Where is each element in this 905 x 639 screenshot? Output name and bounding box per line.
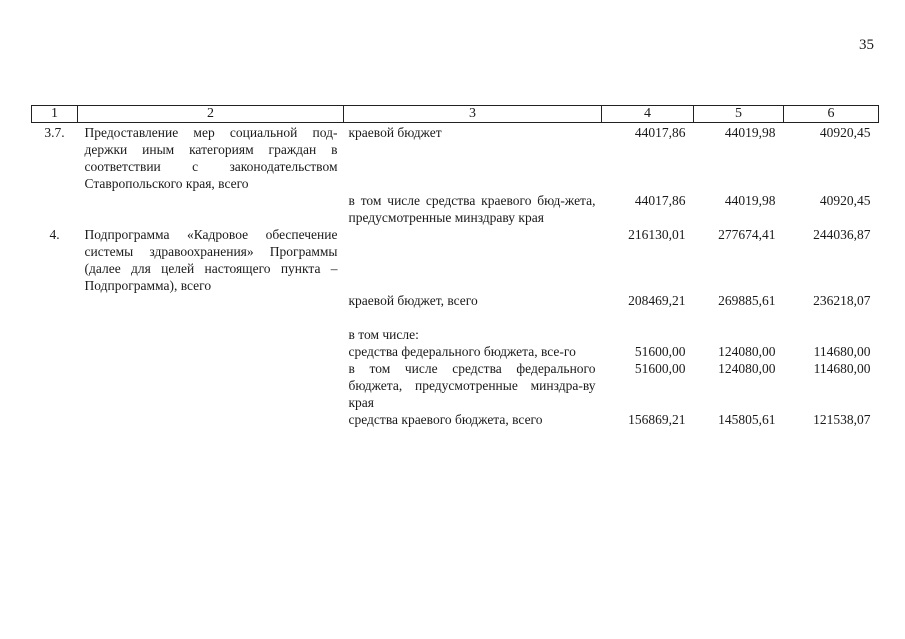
row-name — [78, 411, 344, 428]
row-value-col4: 44017,86 — [634, 125, 686, 140]
row-number — [32, 243, 78, 326]
table-row — [32, 360, 879, 411]
row-value-col4: 44017,86 — [634, 193, 686, 208]
row-value-col5: 44019,98 — [724, 193, 776, 208]
row-source — [344, 226, 602, 243]
table-header-row — [32, 106, 879, 123]
row-source: средства федерального бюджета, все-го — [348, 344, 576, 359]
row-value-col6: 114680,00 — [813, 361, 871, 376]
row-number — [32, 326, 78, 343]
row-value-col5: 145805,61 — [718, 412, 776, 427]
row-name — [78, 326, 344, 343]
row-value-col5: 44019,98 — [724, 125, 776, 140]
row-number — [32, 343, 78, 360]
row-name: Предоставление мер социальной под-держки иным категориям граждан в соответствии с законодательством Ставропольского края, всего — [84, 125, 338, 191]
table-row — [32, 123, 879, 193]
row-value-col5 — [694, 326, 784, 343]
row-source: в том числе средства краевого бюд-жета, предусмотренные минздраву края — [348, 193, 596, 225]
budget-table — [31, 105, 879, 428]
row-value-col4: 208469,21 — [628, 293, 686, 308]
column-header-3: 3 — [344, 106, 602, 123]
row-value-col4: 51600,00 — [634, 361, 686, 376]
column-header-2: 2 — [78, 106, 344, 123]
table-row — [32, 343, 879, 360]
row-value-col5: 277674,41 — [718, 227, 776, 242]
row-value-col6: 40920,45 — [819, 125, 871, 140]
row-name: Подпрограмма «Кадровое обеспечение системы здравоохранения» Программы (далее для целей настоящего пункта – Подпрограмма), всего — [84, 227, 338, 293]
column-header-1: 1 — [32, 106, 78, 123]
row-value-col4 — [602, 326, 694, 343]
row-source: краевой бюджет — [348, 125, 442, 140]
page-number: 35 — [859, 37, 874, 53]
row-number — [32, 411, 78, 428]
row-value-col6: 40920,45 — [819, 193, 871, 208]
column-header-5: 5 — [694, 106, 784, 123]
table-row — [32, 192, 879, 226]
table-row — [32, 411, 879, 428]
row-number — [32, 192, 78, 226]
table-row — [32, 226, 879, 243]
row-number: 4. — [49, 227, 60, 242]
row-value-col6: 236218,07 — [813, 293, 871, 308]
row-value-col5: 124080,00 — [718, 361, 776, 376]
row-name — [78, 360, 344, 411]
row-name — [78, 192, 344, 226]
row-source: краевой бюджет, всего — [348, 293, 478, 308]
row-value-col4: 216130,01 — [628, 227, 686, 242]
column-header-6: 6 — [784, 106, 879, 123]
row-value-col6 — [784, 326, 879, 343]
row-value-col4: 51600,00 — [634, 344, 686, 359]
row-value-col5: 269885,61 — [718, 293, 776, 308]
row-value-col4: 156869,21 — [628, 412, 686, 427]
column-header-4: 4 — [602, 106, 694, 123]
row-value-col6: 114680,00 — [813, 344, 871, 359]
row-value-col6: 121538,07 — [813, 412, 871, 427]
table-row — [32, 326, 879, 343]
row-value-col5: 124080,00 — [718, 344, 776, 359]
row-source: средства краевого бюджета, всего — [348, 412, 543, 427]
row-name — [78, 343, 344, 360]
row-source: в том числе: — [348, 327, 419, 342]
row-source: в том числе средства федерального бюджета, предусмотренные минздра-ву края — [348, 361, 596, 410]
row-number — [32, 360, 78, 411]
row-value-col6: 244036,87 — [813, 227, 871, 242]
row-number: 3.7. — [44, 125, 65, 140]
